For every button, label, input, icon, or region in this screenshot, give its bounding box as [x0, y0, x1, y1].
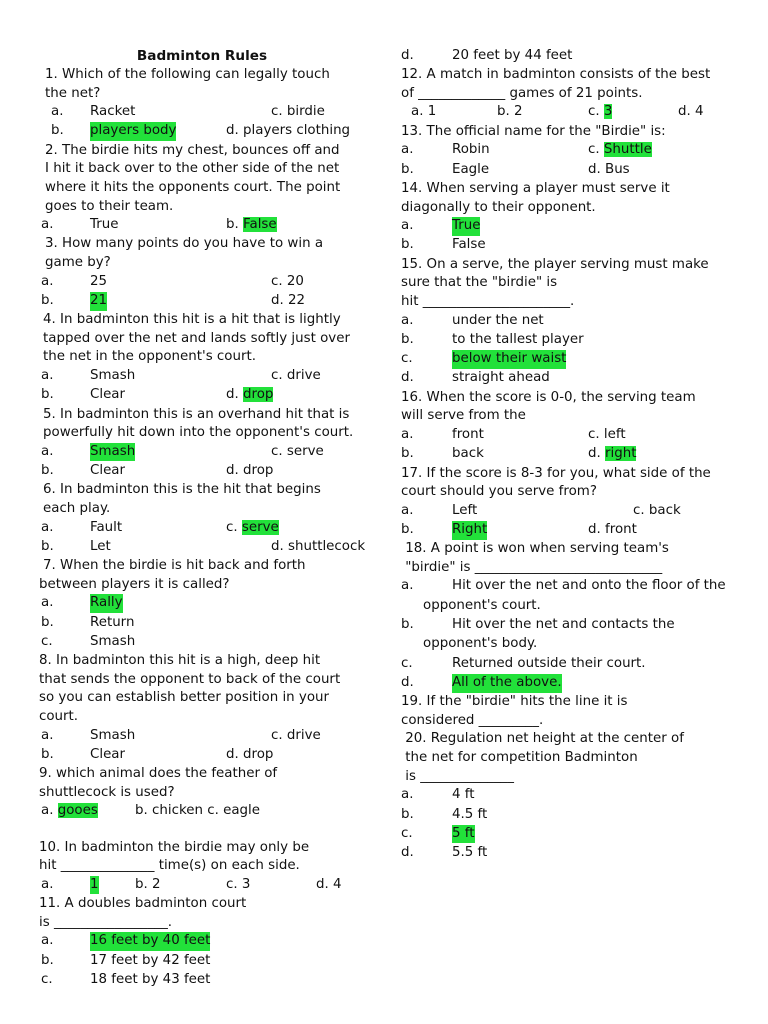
question-text: powerfully hit down into the opponent's court. [43, 425, 354, 441]
highlighted-answer: False [243, 217, 277, 233]
option-text: d. drop [226, 746, 274, 762]
option-text: Let [90, 538, 111, 554]
option-text: front [452, 426, 484, 442]
option-text: d. 4 [678, 104, 704, 120]
answer-row [401, 806, 746, 825]
highlighted-answer: 1 [90, 876, 99, 895]
option-text: c. drive [271, 368, 321, 384]
answer-row [401, 350, 746, 369]
page-title: Badminton Rules [136, 48, 268, 64]
answer-row [401, 236, 746, 255]
option-letter: b. [41, 614, 54, 630]
option-text: straight ahead [452, 370, 550, 386]
option-text: Fault [90, 519, 123, 535]
option-letter: b. [41, 292, 54, 308]
question-text: 8. In badminton this hit is a high, deep hit [39, 653, 321, 669]
option-letter: c. [401, 655, 413, 671]
option-letter: b. [401, 161, 414, 177]
option-letter: a. [401, 312, 414, 328]
option-text: c. 20 [271, 273, 304, 289]
question-text: court should you serve from? [401, 484, 597, 500]
option-letter: d. [401, 674, 414, 690]
question-text: is ______________ [401, 768, 514, 784]
question-4 [39, 311, 379, 405]
question-text: so you can establish better position in your [39, 690, 330, 706]
highlighted-answer: Shuttle [603, 142, 652, 158]
question-text: 13. The official name for the "Birdie" is: [401, 123, 666, 139]
question-17 [401, 465, 746, 541]
option-text: Return [90, 614, 135, 630]
option-text: opponent's court. [423, 597, 541, 613]
option-letter: a. [41, 727, 54, 743]
answer-row [401, 655, 746, 674]
question-text: "birdie" is ____________________________ [401, 559, 663, 575]
option-text: c. drive [271, 727, 321, 743]
option-text: Clear [90, 746, 126, 762]
question-text: between players it is called? [39, 576, 230, 592]
answer-row [401, 426, 746, 445]
question-19 [401, 693, 746, 730]
highlighted-answer: True [452, 217, 480, 236]
left-column [39, 47, 379, 990]
highlighted-answer: 5 ft [452, 825, 475, 844]
highlighted-answer: gooes [57, 803, 98, 819]
question-text: where it hits the opponents court. The point [45, 179, 341, 195]
question-8 [39, 652, 379, 765]
answer-row [401, 616, 746, 635]
option-letter: a. [401, 218, 414, 234]
answer-row [39, 971, 379, 990]
question-text: game by? [45, 255, 111, 271]
answer-row [39, 614, 379, 633]
option-letter: a. [401, 578, 414, 594]
highlighted-answer: 16 feet by 40 feet [90, 932, 210, 951]
highlighted-answer: Rally [90, 594, 123, 613]
question-text: 16. When the score is 0-0, the serving team [401, 389, 696, 405]
question-text: considered _________. [401, 712, 544, 728]
question-13 [401, 123, 746, 180]
answer-row [401, 312, 746, 331]
option-letter: b. [401, 331, 414, 347]
option-text: 20 feet by 44 feet [452, 48, 573, 63]
answer-row [39, 367, 379, 386]
answer-row [401, 597, 746, 616]
answer-row [39, 122, 379, 141]
option-letter: a. [401, 787, 414, 803]
question-text: the net for competition Badminton [401, 750, 638, 766]
answer-row [39, 727, 379, 746]
answer-row [401, 521, 746, 540]
answer-row [39, 746, 379, 765]
option-letter: c. [41, 633, 53, 649]
option-text: opponent's body. [423, 636, 538, 652]
option-text: Returned outside their court. [452, 655, 646, 671]
option-text: Smash [90, 727, 136, 743]
option-text: Clear [90, 463, 126, 479]
answer-row [39, 443, 379, 462]
question-text: hit ______________ time(s) on each side. [39, 858, 300, 874]
question-text: court. [39, 709, 79, 725]
option-letter: a. [41, 876, 54, 892]
question-11 [39, 895, 379, 990]
question-text: 4. In badminton this hit is a hit that is lightly [43, 312, 341, 328]
highlighted-answer: 3 [603, 104, 613, 120]
option-text: False [452, 237, 486, 253]
answer-row [401, 331, 746, 350]
answer-row [401, 844, 746, 863]
option-letter: a. [41, 519, 54, 535]
option-text: a. 1 [411, 104, 437, 120]
highlighted-answer: below their waist [452, 350, 566, 369]
option-letter: a. [41, 803, 58, 819]
question-9 [39, 765, 379, 821]
highlighted-answer: serve [241, 519, 279, 535]
option-text: d. Bus [588, 161, 630, 177]
answer-row [39, 519, 379, 538]
option-text: Hit over the net and contacts the [452, 617, 675, 633]
option-letter: c. [41, 971, 53, 987]
option-text: Robin [452, 142, 490, 158]
question-3 [39, 235, 379, 311]
question-text: I hit it back over to the other side of the net [45, 161, 340, 177]
option-text: c. 3 [226, 876, 251, 892]
option-text: to the tallest player [452, 331, 584, 347]
option-text: 17 feet by 42 feet [90, 952, 211, 968]
question-text: goes to their team. [45, 198, 174, 214]
answer-row [39, 462, 379, 481]
option-text: Hit over the net and onto the floor of the [452, 578, 726, 594]
highlighted-answer: Right [452, 521, 487, 540]
question-text: diagonally to their opponent. [401, 199, 596, 215]
option-letter: a. [401, 142, 414, 158]
option-letter: b. [401, 446, 414, 462]
question-text: is _________________. [39, 914, 173, 930]
option-text: c. left [588, 426, 626, 442]
answer-row [39, 633, 379, 652]
option-text: 25 [90, 273, 108, 289]
option-text: d. 22 [271, 292, 306, 308]
option-text: d. 4 [316, 876, 342, 892]
option-text: 18 feet by 43 feet [90, 971, 211, 987]
question-7 [39, 557, 379, 652]
option-letter: d. [401, 370, 414, 386]
option-text: True [90, 217, 119, 233]
option-text: Racket [90, 104, 136, 120]
option-letter: a. [41, 933, 54, 949]
answer-row [401, 141, 746, 160]
option-letter: b. [41, 538, 54, 554]
option-text: c. back [633, 502, 681, 518]
answer-row [401, 674, 746, 693]
answer-row [401, 161, 746, 180]
option-letter: b. [401, 617, 414, 633]
question-text: tapped over the net and lands softly just over [43, 330, 350, 346]
option-letter: d. [401, 48, 414, 63]
highlighted-answer: drop [243, 387, 274, 403]
question-text: 14. When serving a player must serve it [401, 180, 670, 196]
question-text: 20. Regulation net height at the center of [401, 731, 684, 747]
question-text: 6. In badminton this is the hit that begins [43, 482, 321, 498]
question-6 [39, 481, 379, 557]
option-text: back [452, 446, 484, 462]
question-text: 15. On a serve, the player serving must make [401, 256, 709, 272]
answer-row [401, 369, 746, 388]
option-letter: a. [51, 104, 64, 120]
question-text: of _____________ games of 21 points. [401, 85, 643, 101]
option-letter: a. [401, 426, 414, 442]
option-letter: b. [401, 237, 414, 253]
option-letter: a. [401, 502, 414, 518]
option-text: b. 2 [135, 876, 161, 892]
option-letter: d. [588, 446, 606, 462]
option-text: Smash [90, 368, 136, 384]
answer-row [401, 217, 746, 236]
question-14 [401, 180, 746, 256]
question-10 [39, 839, 379, 895]
option-text: d. players clothing [226, 123, 351, 139]
question-16 [401, 389, 746, 465]
question-text: each play. [43, 500, 111, 516]
option-text: c. serve [271, 443, 324, 459]
question-text: the net? [45, 85, 101, 101]
question-text: 9. which animal does the feather of [39, 766, 278, 782]
right-column [401, 47, 746, 863]
answer-row [401, 786, 746, 805]
question-text: 19. If the "birdie" hits the line it is [401, 694, 628, 710]
question-text: 18. A point is won when serving team's [401, 541, 669, 557]
option-text: Smash [90, 633, 136, 649]
option-letter: d. [226, 387, 244, 403]
option-letter: b. [41, 952, 54, 968]
question-18 [401, 540, 746, 693]
question-text: 1. Which of the following can legally touch [45, 67, 330, 82]
answer-row [39, 932, 379, 951]
option-letter: a. [41, 443, 54, 459]
question-2 [39, 142, 379, 236]
question-5 [39, 406, 379, 482]
option-letter: b. [41, 463, 54, 479]
question-text: 17. If the score is 8-3 for you, what side of the [401, 465, 711, 481]
question-text: 11. A doubles badminton court [39, 896, 247, 912]
question-text: the net in the opponent's court. [43, 349, 256, 365]
option-letter: d. [401, 845, 414, 861]
answer-row [39, 802, 379, 821]
question-text: 5. In badminton this is an overhand hit that is [43, 406, 350, 422]
option-text: b. 2 [497, 104, 523, 120]
answer-row [401, 103, 746, 122]
question-15 [401, 256, 746, 389]
option-text: 5.5 ft [452, 845, 488, 861]
question-12 [401, 66, 746, 122]
answer-row [401, 502, 746, 521]
question-text: 7. When the birdie is hit back and forth [43, 558, 306, 574]
highlighted-answer: Smash [90, 443, 135, 462]
answer-row [39, 292, 379, 311]
option-letter: b. [401, 806, 414, 822]
option-letter: b. [51, 123, 64, 139]
answer-row [39, 594, 379, 613]
option-text: under the net [452, 312, 544, 328]
highlighted-answer: right [605, 446, 637, 462]
option-text: d. front [588, 521, 637, 537]
question-text: shuttlecock is used? [39, 784, 175, 800]
answer-row [39, 216, 379, 235]
option-letter: b. [401, 521, 414, 537]
option-letter: c. [588, 142, 604, 158]
option-letter: a. [41, 595, 54, 611]
option-letter: c. [401, 351, 413, 367]
question-text: 3. How many points do you have to win a [45, 236, 324, 252]
answer-row [39, 538, 379, 557]
question-text: 12. A match in badminton consists of the best [401, 67, 711, 83]
answer-row [401, 577, 746, 596]
option-letter: c. [588, 104, 604, 120]
question-20 [401, 730, 746, 863]
highlighted-answer: players body [90, 122, 176, 141]
question-text: 10. In badminton the birdie may only be [39, 839, 310, 855]
option-letter: c. [226, 519, 242, 535]
highlighted-answer: 21 [90, 292, 107, 311]
answer-row [401, 635, 746, 654]
question-1 [39, 66, 379, 142]
question-text: hit ______________________. [401, 293, 575, 309]
option-letter: b. [41, 387, 54, 403]
answer-row [39, 876, 379, 895]
answer-row [401, 445, 746, 464]
answer-row [39, 952, 379, 971]
question-text: will serve from the [401, 408, 526, 424]
answer-row [39, 386, 379, 405]
answer-row [401, 47, 746, 66]
option-letter: c. [401, 825, 413, 841]
option-text: c. birdie [271, 104, 325, 120]
question-text: sure that the "birdie" is [401, 275, 558, 291]
option-text: 4.5 ft [452, 806, 488, 822]
highlighted-answer: All of the above. [452, 674, 562, 693]
option-letter: a. [41, 273, 54, 289]
question-text: 2. The birdie hits my chest, bounces off and [45, 142, 340, 158]
option-text: Eagle [452, 161, 490, 177]
spacer [39, 822, 379, 839]
option-text: Left [452, 502, 478, 518]
option-text: 4 ft [452, 787, 475, 803]
option-letter: b. [226, 217, 244, 233]
option-letter: a. [41, 368, 54, 384]
question-text: that sends the opponent to back of the court [39, 671, 341, 687]
option-text: b. chicken c. eagle [135, 803, 260, 819]
answer-row [401, 825, 746, 844]
option-text: d. drop [226, 463, 274, 479]
option-letter: a. [41, 217, 54, 233]
answer-row [39, 273, 379, 292]
option-text: d. shuttlecock [271, 538, 366, 554]
option-text: Clear [90, 387, 126, 403]
answer-row [39, 103, 379, 122]
option-letter: b. [41, 746, 54, 762]
